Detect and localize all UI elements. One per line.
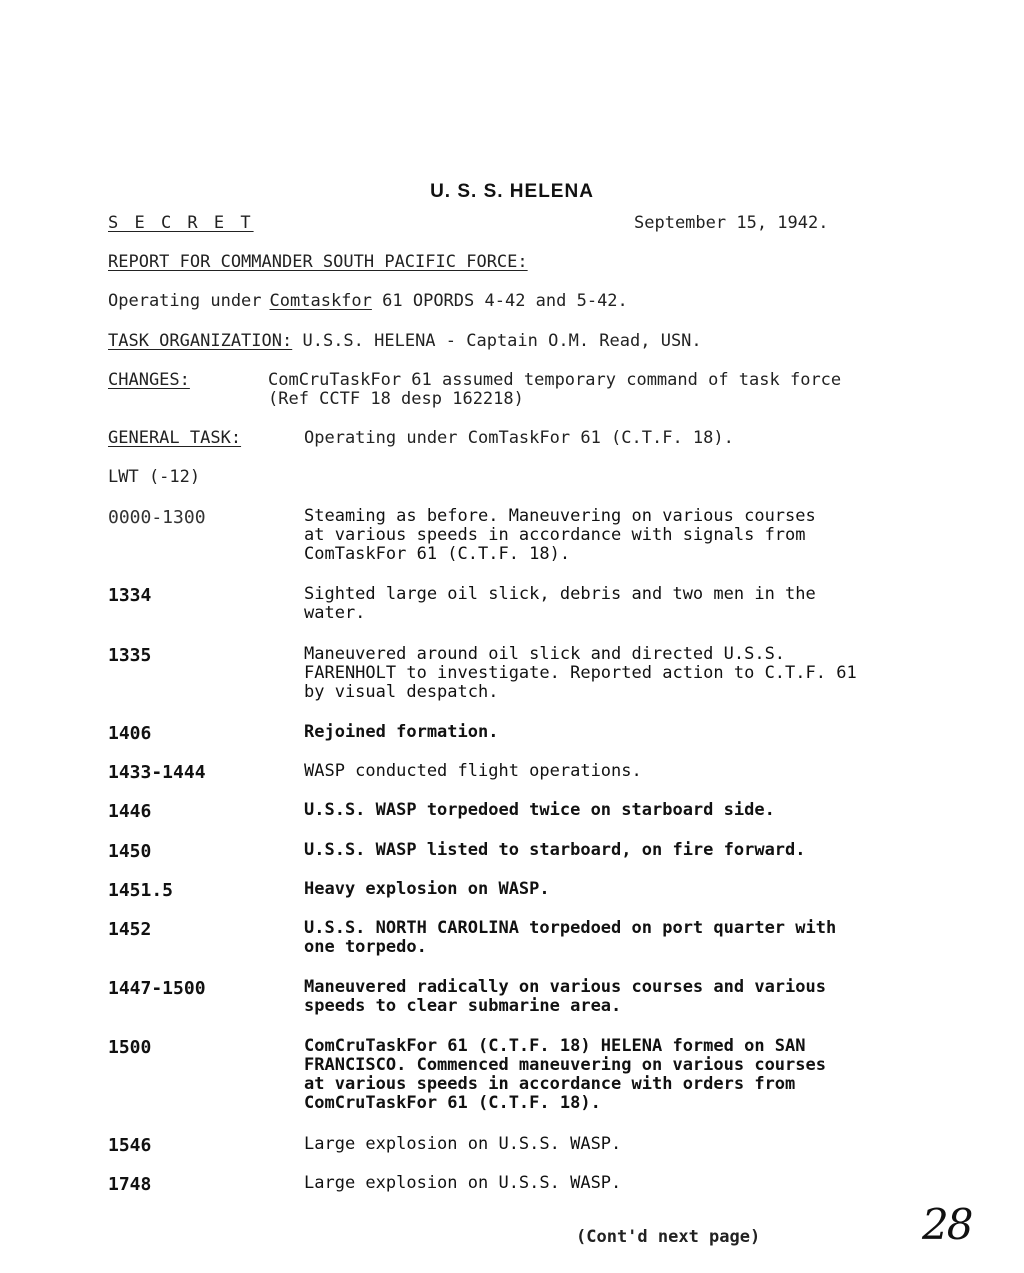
operating-prefix: Operating under <box>108 291 262 311</box>
log-entry-time: 1447-1500 <box>108 978 206 999</box>
log-entry-text: Heavy explosion on WASP. <box>304 879 550 899</box>
log-entry-text: Maneuvered around oil slick and directed U.S.S. FARENHOLT to investigate. Reported action to C.T.F. 61 by visual despatch. <box>304 644 857 702</box>
task-organization-line <box>108 332 702 351</box>
log-entry-text: U.S.S. WASP listed to starboard, on fire forward. <box>304 840 806 860</box>
log-entry-time: 1433-1444 <box>108 762 206 783</box>
log-entry-time: 0000-1300 <box>108 507 206 528</box>
log-entry-time: 1334 <box>108 585 152 606</box>
log-entry-time: 1446 <box>108 801 152 822</box>
log-entry-text: Steaming as before. Maneuvering on various courses at various speeds in accordance with signals from ComTaskFor 61 (C.T.F. 18). <box>304 506 816 564</box>
log-entry-text: Maneuvered radically on various courses and various speeds to clear submarine area. <box>304 977 826 1016</box>
general-task-label: GENERAL TASK: <box>108 428 242 448</box>
general-task-text: Operating under ComTaskFor 61 (C.T.F. 18). <box>304 428 734 448</box>
continued-note: (Cont'd next page) <box>576 1227 761 1247</box>
report-date: September 15, 1942. <box>634 213 829 233</box>
log-entry-text: U.S.S. WASP torpedoed twice on starboard side. <box>304 800 775 820</box>
classification-mark: S E C R E T <box>108 213 254 233</box>
log-entry-time: 1451.5 <box>108 880 174 901</box>
operating-suffix: 61 OPORDS 4-42 and 5-42. <box>382 291 628 311</box>
ship-title: U. S. S. HELENA <box>430 181 594 202</box>
report-recipient: REPORT FOR COMMANDER SOUTH PACIFIC FORCE: <box>108 252 528 272</box>
task-organization-text: U.S.S. HELENA - Captain O.M. Read, USN. <box>302 331 702 351</box>
log-entry-text: Large explosion on U.S.S. WASP. <box>304 1134 622 1154</box>
log-entry-time: 1452 <box>108 919 152 940</box>
log-entry-text: Sighted large oil slick, debris and two men in the water. <box>304 584 816 623</box>
log-entry-text: ComCruTaskFor 61 (C.T.F. 18) HELENA formed on SAN FRANCISCO. Commenced maneuvering on various courses at various speeds in accordance with orders from ComCruTaskFor 61 (C.T.F. 18). <box>304 1036 826 1113</box>
log-entry-time: 1450 <box>108 841 152 862</box>
task-organization-label: TASK ORGANIZATION: <box>108 331 293 351</box>
operating-line <box>108 292 628 311</box>
time-zone-label: LWT (-12) <box>108 467 201 487</box>
log-entry-time: 1500 <box>108 1037 152 1058</box>
handwritten-page-number: 28 <box>922 1200 972 1249</box>
changes-text: ComCruTaskFor 61 assumed temporary command of task force (Ref CCTF 18 desp 162218) <box>268 370 842 409</box>
log-entry-text: U.S.S. NORTH CAROLINA torpedoed on port quarter with one torpedo. <box>304 918 837 957</box>
log-entry-text: Rejoined formation. <box>304 722 499 742</box>
log-entry-text: WASP conducted flight operations. <box>304 761 642 781</box>
log-entry-time: 1748 <box>108 1174 152 1195</box>
log-entry-time: 1335 <box>108 645 152 666</box>
log-entry-text: Large explosion on U.S.S. WASP. <box>304 1173 622 1193</box>
operating-authority: Comtaskfor <box>269 291 372 311</box>
log-entry-time: 1406 <box>108 723 152 744</box>
log-entry-time: 1546 <box>108 1135 152 1156</box>
changes-label: CHANGES: <box>108 370 190 390</box>
